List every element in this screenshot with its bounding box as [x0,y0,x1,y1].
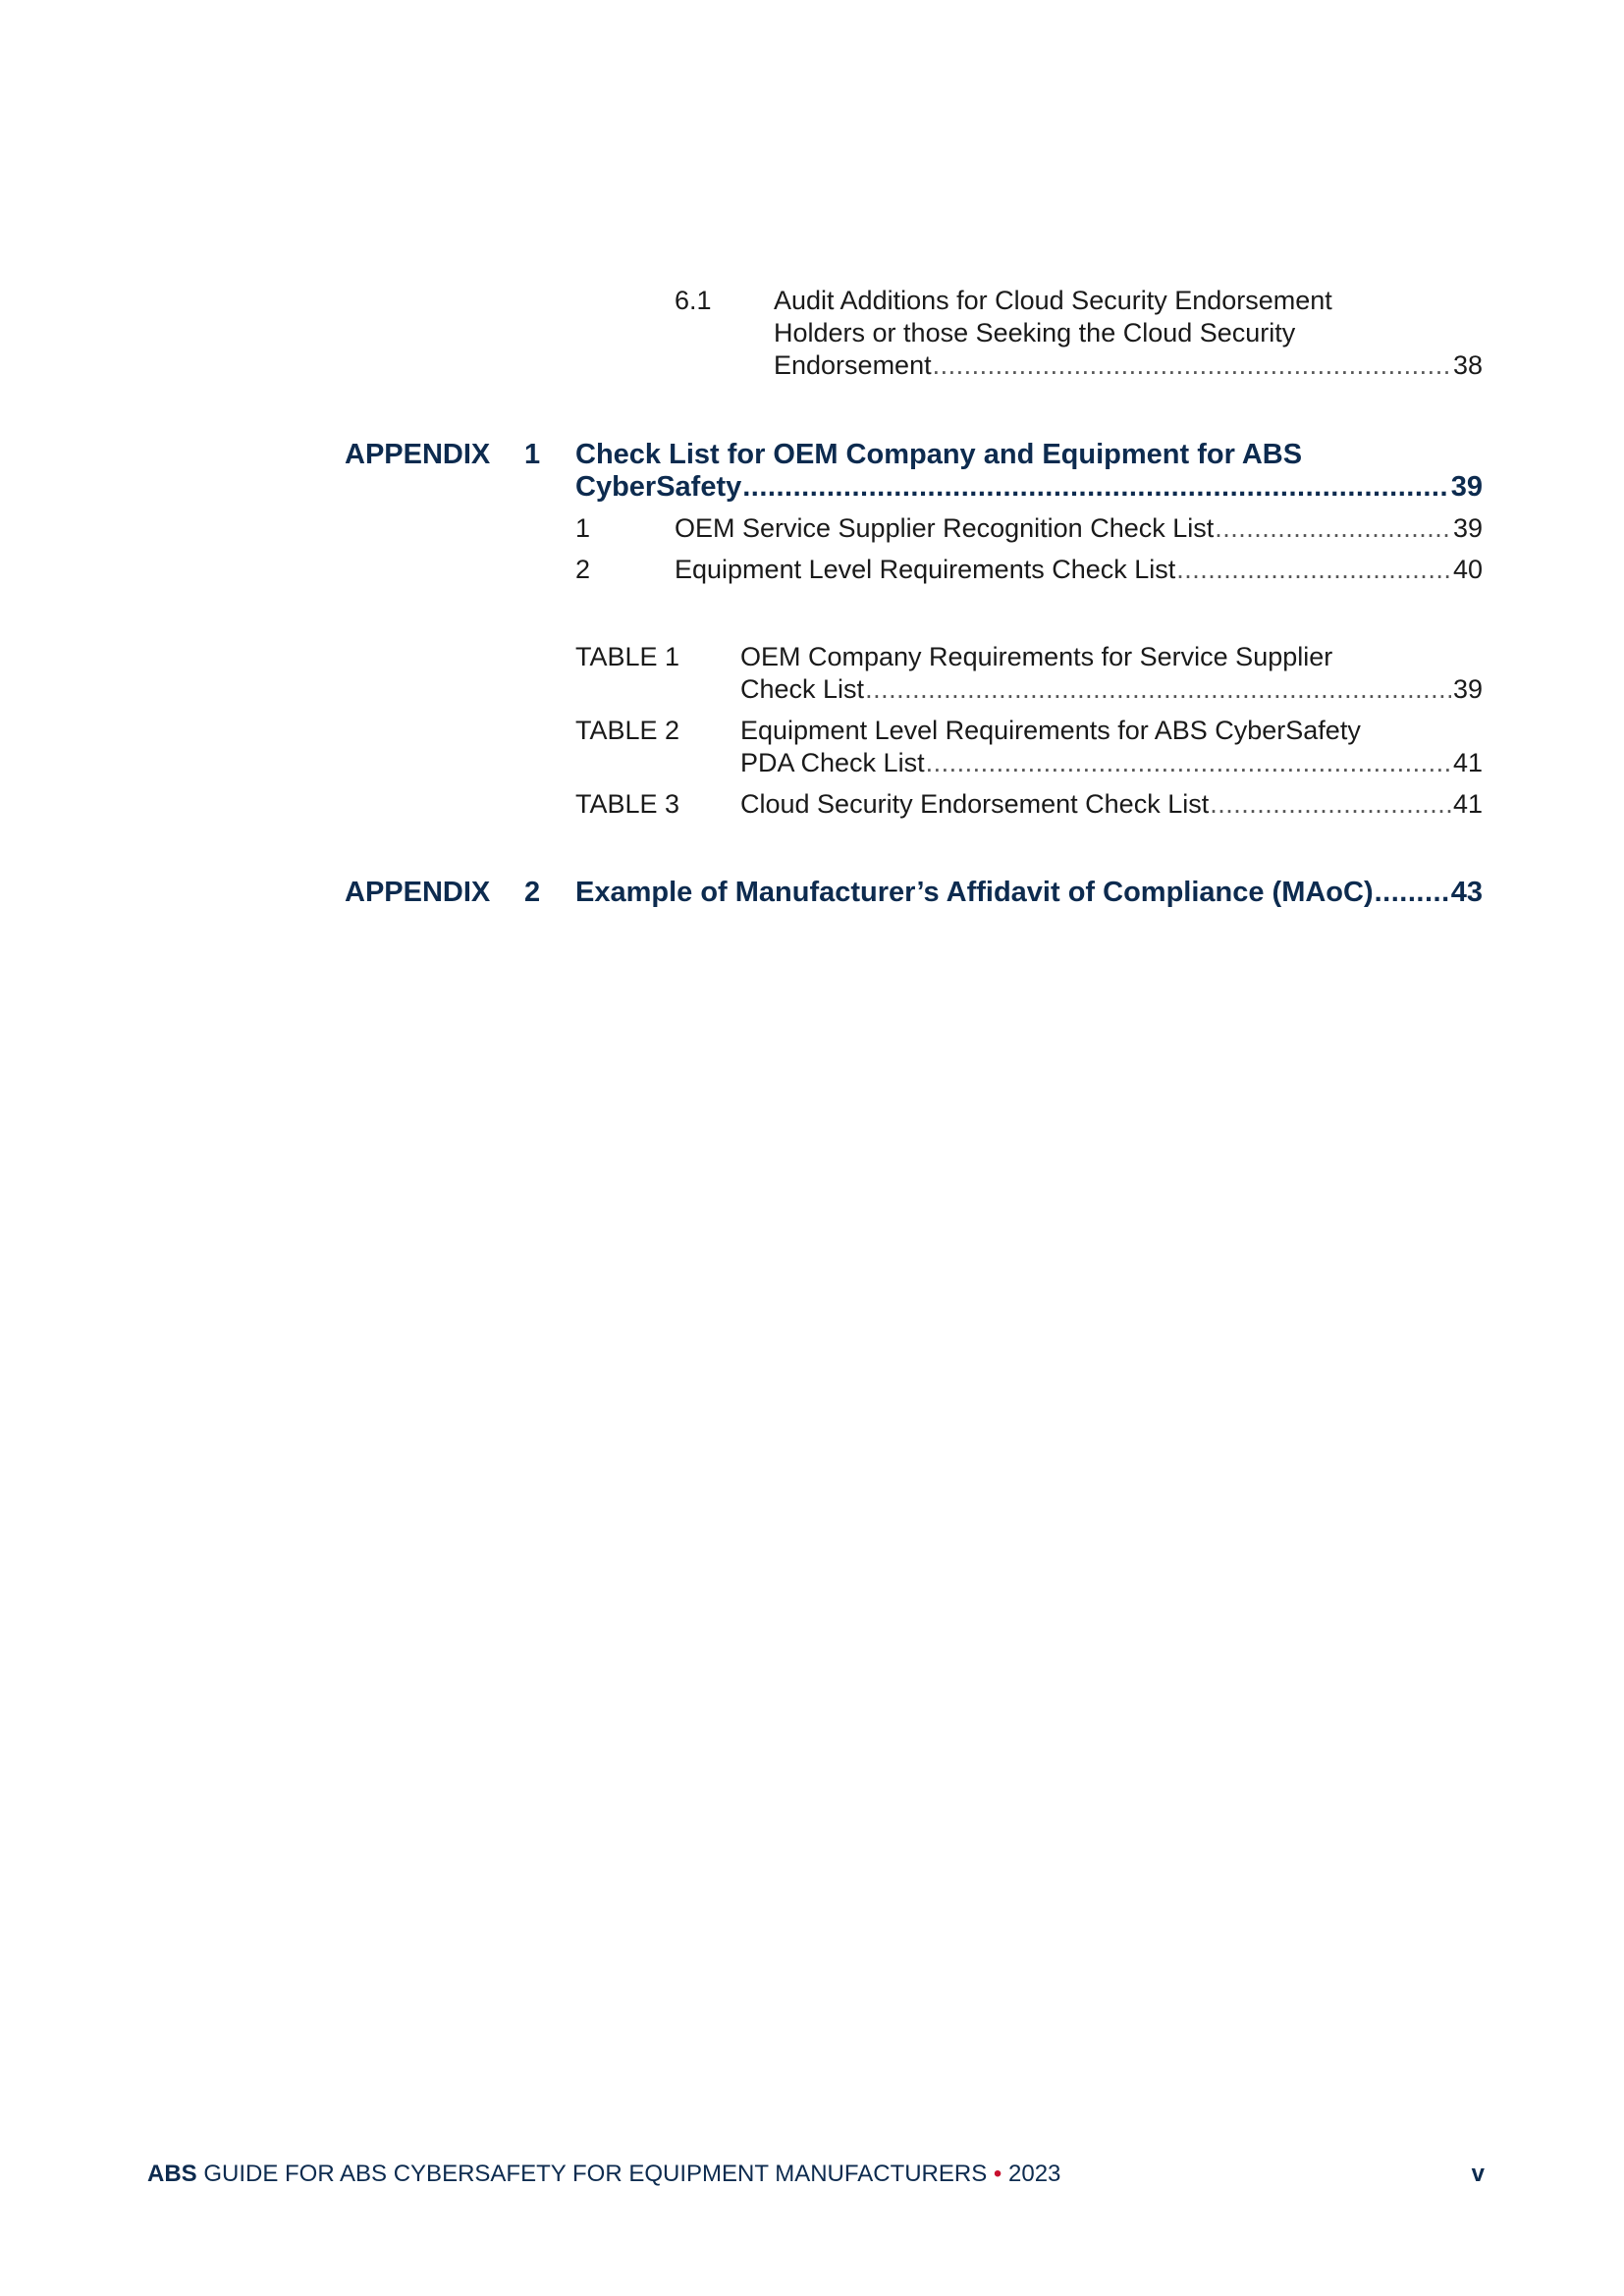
toc-page-number: 43 [1450,877,1483,908]
toc-section-number: 6.1 [675,286,712,315]
dot-leader [1375,876,1449,909]
toc-leader-line [740,672,1483,706]
toc-table-title-line: Equipment Level Requirements for ABS CyberSafety [740,716,1361,745]
toc-page-number: 39 [1450,471,1483,503]
toc-item-title: Equipment Level Requirements Check List [675,555,1176,584]
appendix-title-line: CyberSafety [575,471,742,503]
toc-table-title-line: PDA Check List [740,748,925,777]
dot-leader [1210,787,1451,821]
toc-leader-line [575,470,1483,504]
appendix-label: APPENDIX [345,439,491,470]
toc-leader-line [675,511,1483,545]
dot-leader [1176,553,1451,586]
dot-leader [742,470,1448,504]
footer-brand: ABS [147,2161,197,2187]
toc-table-label: TABLE 1 [575,642,680,671]
appendix-label: APPENDIX [345,877,491,908]
toc-table-label: TABLE 3 [575,789,680,819]
dot-leader [933,348,1451,382]
dot-leader [926,746,1451,779]
toc-title-line: Holders or those Seeking the Cloud Security [774,318,1296,347]
toc-title-line: Audit Additions for Cloud Security Endorsement [774,286,1332,315]
footer-title: GUIDE FOR ABS CYBERSAFETY FOR EQUIPMENT MANUFACTURERS [203,2161,988,2187]
toc-page-number: 41 [1452,789,1483,819]
appendix-title: Example of Manufacturer’s Affidavit of Compliance (MAoC) [575,877,1374,908]
appendix-title-line: Check List for OEM Company and Equipment for ABS [575,439,1303,470]
toc-table-label: TABLE 2 [575,716,680,745]
toc-page-number: 40 [1452,555,1483,584]
toc-leader-line [675,553,1483,586]
dot-leader [1215,511,1451,545]
appendix-number: 1 [524,439,541,470]
toc-item-title: OEM Service Supplier Recognition Check List [675,513,1215,543]
appendix-number: 2 [524,877,541,908]
toc-page-number: 41 [1452,748,1483,777]
footer-page-number: v [1471,2161,1485,2187]
toc-title-line: Endorsement [774,350,932,380]
dot-leader [865,672,1451,706]
toc-table-title-line: OEM Company Requirements for Service Supplier [740,642,1333,671]
toc-leader-line [774,348,1483,382]
toc-page-number: 39 [1452,513,1483,543]
toc-table-title-line: Cloud Security Endorsement Check List [740,789,1210,819]
toc-page-number: 38 [1452,350,1483,380]
toc-item-number: 1 [575,513,591,543]
footer-year: 2023 [1008,2161,1061,2187]
toc-item-number: 2 [575,555,591,584]
page-footer [147,2160,1060,2189]
toc-page-number: 39 [1452,674,1483,704]
toc-table-title-line: Check List [740,674,865,704]
toc-leader-line [740,746,1483,779]
toc-leader-line [575,876,1483,909]
toc-leader-line [740,787,1483,821]
footer-separator: • [993,2161,1002,2187]
